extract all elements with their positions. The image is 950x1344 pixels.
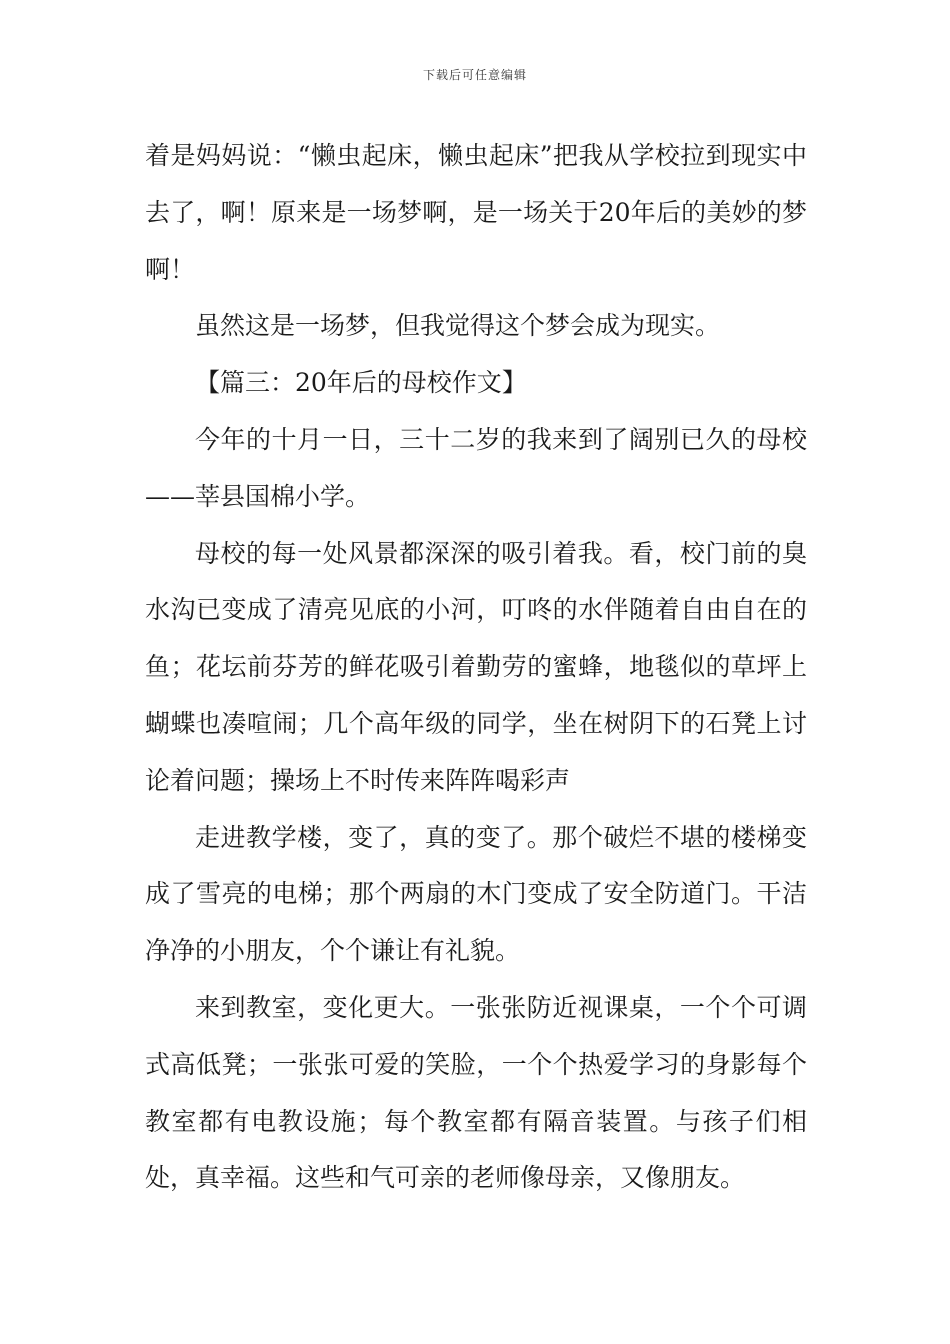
paragraph-teaching-building: 走进教学楼，变了，真的变了。那个破烂不堪的楼梯变成了雪亮的电梯；那个两扇的木门变成了安全防道门。干洁净净的小朋友，个个谦让有礼貌。 xyxy=(145,822,807,966)
paragraph-dream-reality: 虽然这是一场梦，但我觉得这个梦会成为现实。 xyxy=(195,311,721,341)
page-header: 下载后可任意编辑 xyxy=(422,68,527,82)
paragraph-scenery: 母校的每一处风景都深深的吸引着我。看，校门前的臭水沟已变成了清亮见底的小河，叮咚的水伴随着自由自在的鱼；花坛前芬芳的鲜花吸引着勤劳的蜜蜂，地毯似的草坪上蝴蝶也凑喧闹；几个高年级的同学，坐在树阴下的石凳上讨论着问题；操场上不时传来阵阵喝彩声 xyxy=(145,538,807,795)
paragraph-classroom: 来到教室，变化更大。一张张防近视课桌，一个个可调式高低凳；一张张可爱的笑脸，一个个热爱学习的身影每个教室都有电教设施；每个教室都有隔音装置。与孩子们相处，真幸福。这些和气可亲的老师像母亲，又像朋友。 xyxy=(145,992,807,1193)
document-body xyxy=(145,128,807,1207)
section-heading: 【篇三：20年后的母校作文】 xyxy=(195,368,527,398)
paragraph-dream-ending: 着是妈妈说：“懒虫起床，懒虫起床”把我从学校拉到现实中去了，啊！原来是一场梦啊，是一场关于20年后的美妙的梦啊！ xyxy=(145,141,807,284)
paragraph-return-school: 今年的十月一日，三十二岁的我来到了阔别已久的母校——莘县国棉小学。 xyxy=(145,424,807,511)
